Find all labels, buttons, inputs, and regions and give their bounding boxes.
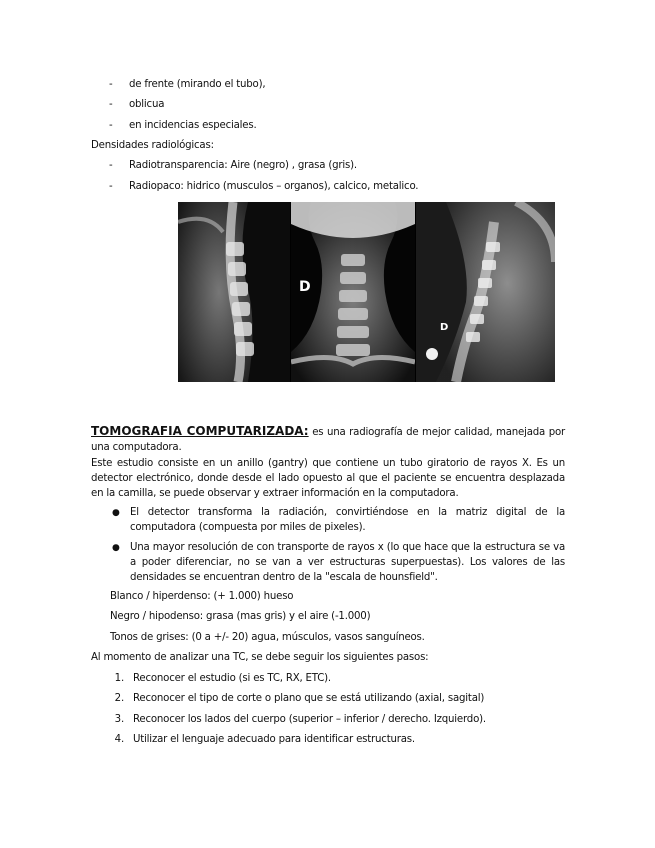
dash-marker: - — [109, 99, 113, 110]
dash-marker: - — [109, 79, 113, 90]
densities-heading: Densidades radiológicas: — [91, 140, 214, 151]
bullet-marker: ● — [112, 508, 120, 518]
section-intro-text: es una radiografía de mejor calidad, manejada por una computadora. — [91, 427, 565, 453]
side-marker: D — [299, 279, 311, 295]
step-item: Reconocer los lados del cuerpo (superior – inferior / derecho. Izquierdo). — [133, 714, 486, 725]
list-item: en incidencias especiales. — [129, 120, 257, 131]
density-item: Radiopaco: hidrico (musculos – organos), calcico, metalico. — [129, 181, 419, 192]
step-item: Utilizar el lenguaje adecuado para identificar estructuras. — [133, 734, 415, 745]
xray-oblique-view — [416, 202, 555, 382]
step-number: 3. — [114, 714, 124, 725]
xray-lateral-view — [178, 202, 290, 382]
step-number: 1. — [114, 673, 124, 684]
dash-marker: - — [109, 160, 113, 171]
section-title: TOMOGRAFIA COMPUTARIZADA: — [91, 424, 309, 438]
step-item: Reconocer el estudio (si es TC, RX, ETC). — [133, 673, 331, 684]
xray-ap-view — [291, 202, 415, 382]
step-item: Reconocer el tipo de corte o plano que se está utilizando (axial, sagital) — [133, 693, 485, 704]
bullet-marker: ● — [112, 543, 120, 553]
scale-line: Blanco / hiperdenso: (+ 1.000) hueso — [110, 591, 294, 602]
scale-line: Tonos de grises: (0 a +/- 20) agua, músculos, vasos sanguíneos. — [110, 632, 425, 643]
cervical-xray-images — [178, 202, 555, 382]
list-item: oblicua — [129, 99, 165, 110]
steps-intro: Al momento de analizar una TC, se debe seguir los siguientes pasos: — [91, 652, 429, 663]
list-item: de frente (mirando el tubo), — [129, 79, 266, 90]
density-item: Radiotransparencia: Aire (negro) , grasa (gris). — [129, 160, 357, 171]
tomography-paragraph: Este estudio consiste en un anillo (gantry) que contiene un tubo giratorio de rayos X. Es un detector electrónico, donde desde el lado opuesto al que el paciente se encuentra desplazada en la camilla, se puede observar y extraer información en la computadora. — [91, 458, 565, 499]
tomography-bullet: El detector transforma la radiación, convirtiéndose en la matriz digital de la computadora (compuesta por miles de pixeles). — [130, 507, 565, 533]
side-marker: D — [440, 322, 449, 333]
step-number: 2. — [114, 693, 124, 704]
tomography-intro — [91, 424, 565, 455]
dash-marker: - — [109, 120, 113, 131]
step-number: 4. — [114, 734, 124, 745]
scale-line: Negro / hipodenso: grasa (mas gris) y el aire (-1.000) — [110, 611, 371, 622]
dash-marker: - — [109, 181, 113, 192]
tomography-bullet: Una mayor resolución de con transporte de rayos x (lo que hace que la estructura se va a poder diferenciar, no se van a ver estructuras superpuestas). Los valores de las densidades se encuentran dentro de la "escala de hounsfield". — [130, 542, 565, 583]
